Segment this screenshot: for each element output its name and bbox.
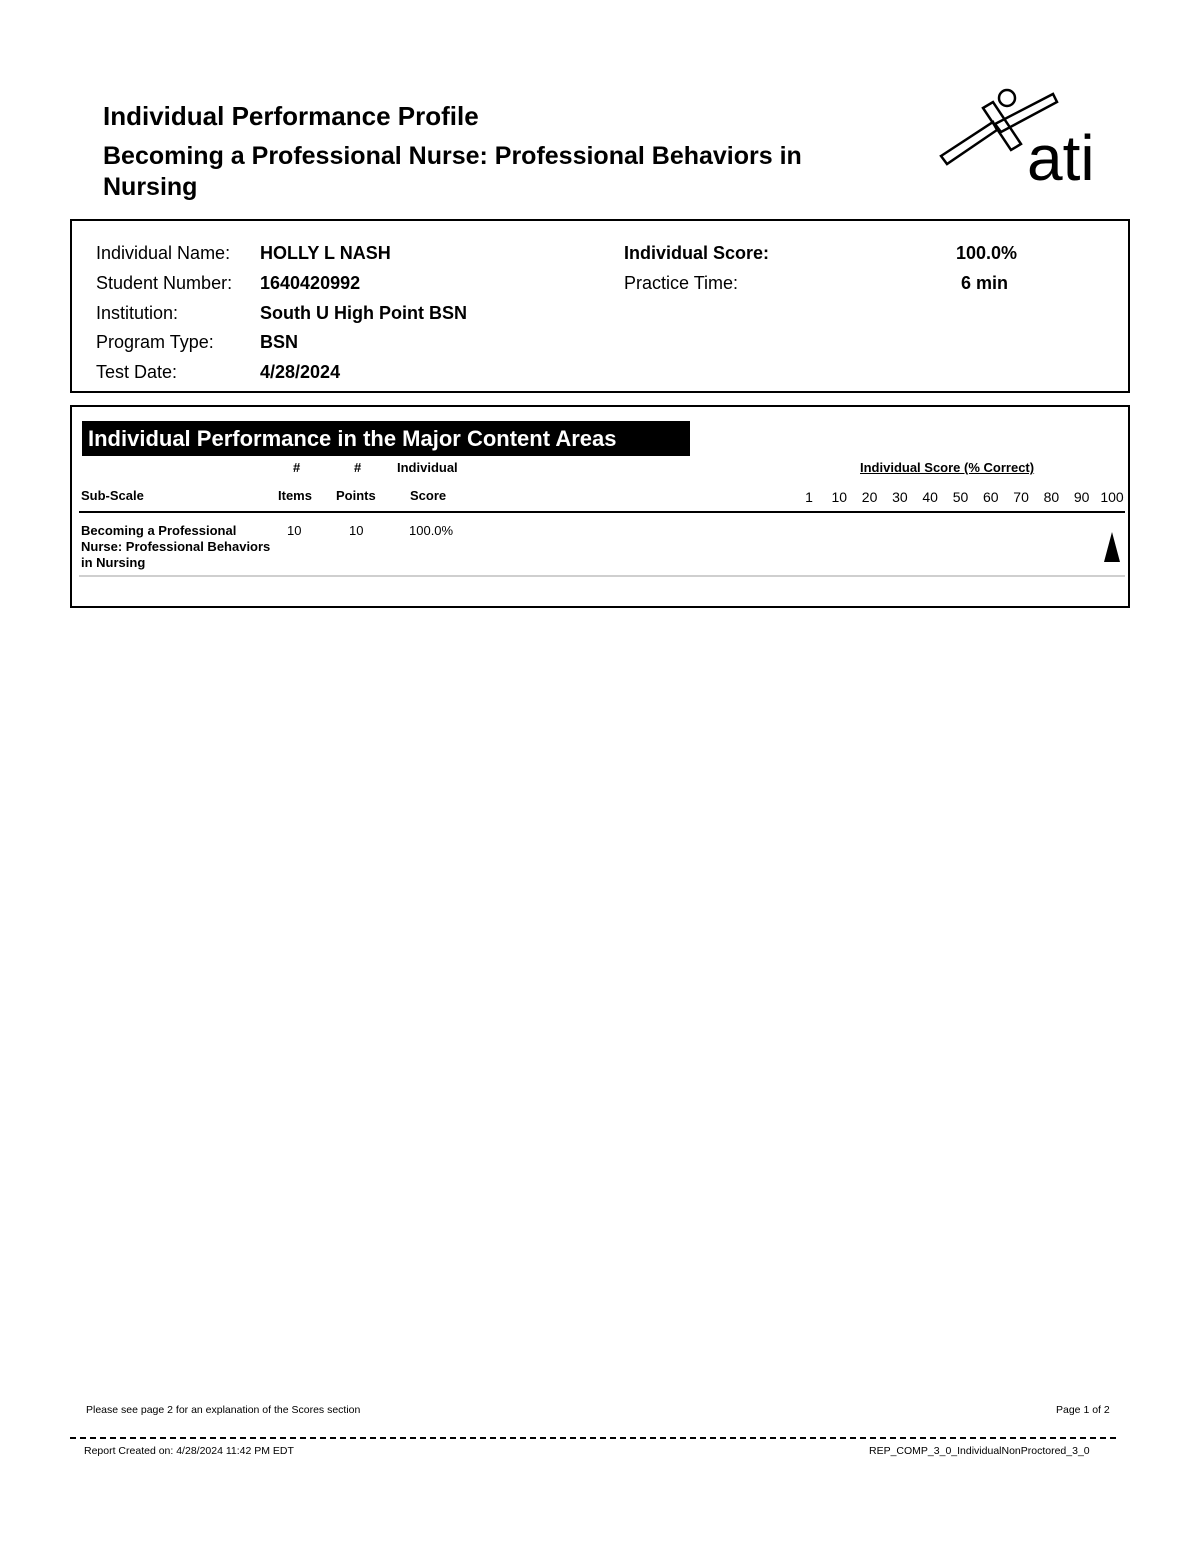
row-subscale: Becoming a Professional Nurse: Professional Behaviors in Nursing bbox=[81, 523, 271, 570]
scale-tick-label: 1 bbox=[805, 489, 813, 505]
test-date-value: 4/28/2024 bbox=[260, 362, 341, 382]
row-score: 100.0% bbox=[409, 523, 454, 538]
scale-tick-label: 100 bbox=[1100, 489, 1124, 505]
student-number-value: 1640420992 bbox=[260, 273, 361, 293]
page-title: Individual Performance Profile bbox=[103, 101, 479, 131]
row-divider bbox=[79, 575, 1125, 577]
footer-divider bbox=[70, 1437, 1116, 1439]
scores-explanation-note: Please see page 2 for an explanation of the Scores section bbox=[86, 1404, 361, 1416]
items-header-bottom: Items bbox=[278, 488, 312, 503]
scale-tick-label: 90 bbox=[1073, 489, 1090, 505]
institution-value: South U High Point BSN bbox=[260, 303, 467, 323]
section-heading: Individual Performance in the Major Content Areas bbox=[82, 421, 690, 456]
test-date-label: Test Date: bbox=[96, 362, 178, 382]
individual-score-value: 100.0% bbox=[956, 243, 1018, 263]
scale-tick-label: 60 bbox=[983, 489, 999, 505]
row-points: 10 bbox=[349, 523, 364, 538]
name-label: Individual Name: bbox=[96, 243, 231, 263]
practice-time-label: Practice Time: bbox=[624, 273, 739, 293]
subscale-header: Sub-Scale bbox=[81, 488, 144, 503]
student-number-label: Student Number: bbox=[96, 273, 233, 293]
scale-tick-label: 80 bbox=[1043, 489, 1060, 505]
practice-time-value: 6 min bbox=[961, 273, 1009, 293]
name-value: HOLLY L NASH bbox=[260, 243, 391, 263]
page-number: Page 1 of 2 bbox=[1056, 1404, 1110, 1416]
scale-tick-label: 30 bbox=[892, 489, 908, 505]
report-id: REP_COMP_3_0_IndividualNonProctored_3_0 bbox=[869, 1445, 1090, 1457]
institution-label: Institution: bbox=[96, 303, 179, 323]
report-created: Report Created on: 4/28/2024 11:42 PM EDT bbox=[84, 1445, 294, 1457]
assessment-title: Becoming a Professional Nurse: Professional Behaviors in Nursing bbox=[103, 142, 802, 201]
points-header-bottom: Points bbox=[336, 488, 376, 503]
scale-tick-label: 50 bbox=[952, 489, 969, 505]
logo-wordmark: ati bbox=[1027, 122, 1095, 184]
row-items: 10 bbox=[287, 523, 302, 538]
scale-tick-label: 40 bbox=[922, 489, 938, 505]
score-marker-icon bbox=[1104, 532, 1120, 562]
individual-score-label: Individual Score: bbox=[624, 243, 770, 263]
ati-logo-icon bbox=[935, 84, 1105, 184]
program-type-label: Program Type: bbox=[96, 332, 214, 352]
scale-tick-label: 10 bbox=[831, 489, 848, 505]
score-header-top: Individual bbox=[397, 460, 458, 475]
score-header-bottom: Score bbox=[410, 488, 447, 503]
header-rule bbox=[79, 511, 1125, 513]
program-type-value: BSN bbox=[260, 332, 299, 352]
items-header-top: # bbox=[293, 460, 301, 475]
scale-tick-label: 20 bbox=[861, 489, 878, 505]
scale-tick-label: 70 bbox=[1013, 489, 1029, 505]
score-scale-title: Individual Score (% Correct) bbox=[860, 460, 1035, 475]
points-header-top: # bbox=[354, 460, 362, 475]
